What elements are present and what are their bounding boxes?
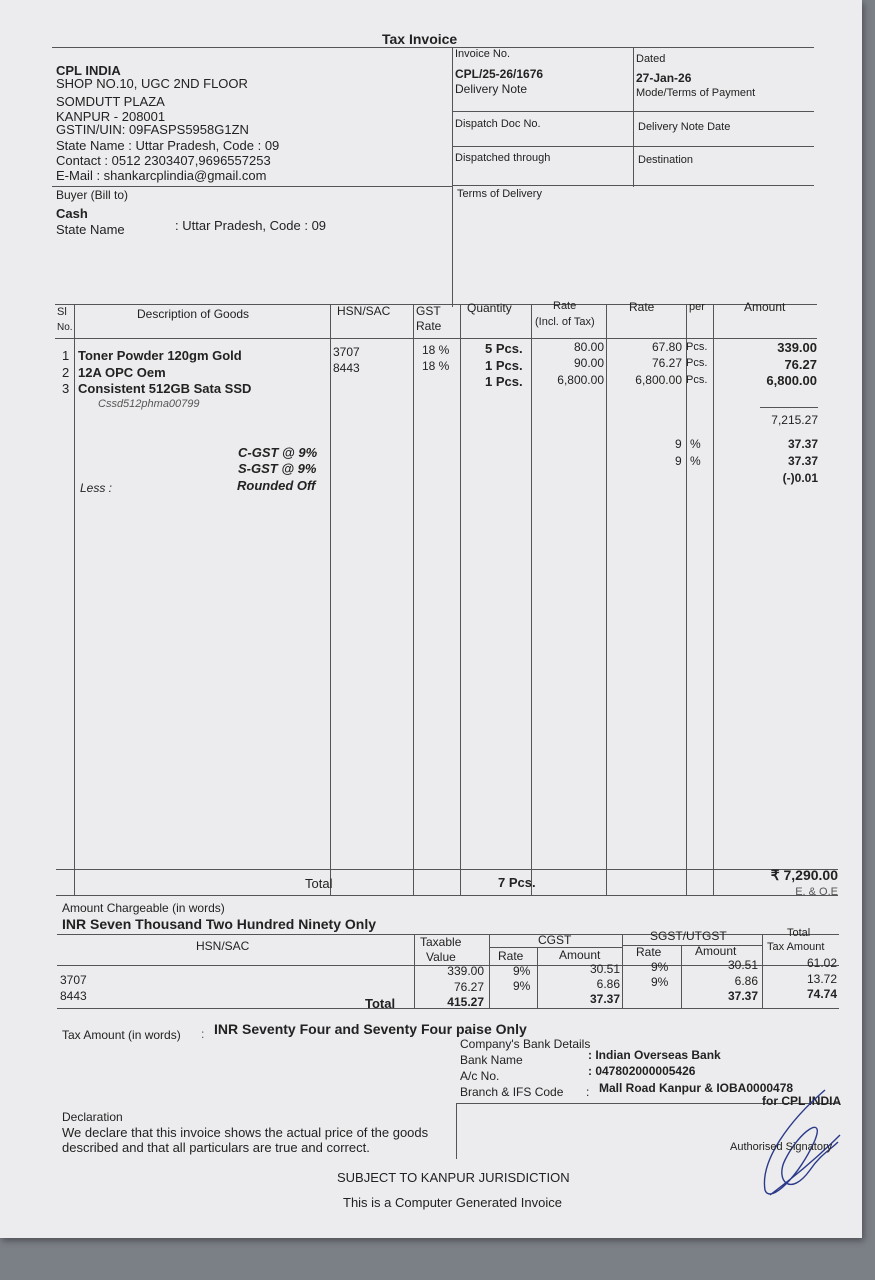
amount-words-label: Amount Chargeable (in words) [62, 901, 225, 915]
summary-taxable: 339.00 [447, 964, 484, 978]
computer-generated-note: This is a Computer Generated Invoice [343, 1195, 562, 1210]
summary-sgst-amount: 30.51 [727, 958, 758, 972]
summary-header-tax-amount: Tax Amount [767, 941, 825, 953]
summary-header-sgst-amount: Amount [695, 944, 737, 958]
summary-header-taxable: Taxable [420, 935, 462, 949]
signatory-for: for CPL INDIA [762, 1094, 842, 1108]
summary-total-taxable: 415.27 [447, 995, 484, 1009]
amount-words-value: INR Seven Thousand Two Hundred Ninety Only [62, 916, 376, 932]
item-qty: 1 Pcs. [485, 358, 523, 373]
summary-cgst-amount: 6.86 [596, 977, 620, 991]
item-gst: 18 % [422, 343, 450, 357]
bank-branch-separator: : [586, 1085, 590, 1099]
dated-label: Dated [636, 53, 666, 65]
buyer-state-value: : Uttar Pradesh, Code : 09 [175, 218, 327, 233]
item-per: Pcs. [686, 341, 708, 353]
summary-total-label: Total [365, 996, 396, 1011]
summary-header-sgst: SGST/UTGST [650, 929, 727, 943]
declaration-heading: Declaration [62, 1110, 123, 1124]
summary-sgst-amount: 6.86 [734, 974, 758, 988]
declaration-line: described and that all particulars are true and correct. [62, 1140, 370, 1155]
summary-header-sgst-rate: Rate [636, 945, 662, 959]
col-divider-gst [460, 305, 461, 895]
grand-total-amount: ₹ 7,290.00 [770, 867, 838, 883]
header-gst-rate: Rate [416, 319, 442, 333]
summary-sgst-rate: 9% [651, 975, 669, 989]
mode-terms-label: Mode/Terms of Payment [636, 87, 756, 99]
header-vertical-divider [452, 47, 453, 307]
summary-total-sgst: 37.37 [727, 989, 758, 1003]
summary-taxable: 76.27 [453, 980, 484, 994]
total-label: Total [305, 876, 333, 891]
meta-rule-2 [452, 146, 814, 147]
sgst-amount: 37.37 [787, 454, 818, 468]
item-description: 12A OPC Oem [78, 365, 166, 380]
col-divider-hsn [413, 305, 414, 895]
header-gst: GST [416, 304, 441, 318]
meta-rule-1 [452, 111, 814, 112]
signatory-label: Authorised Signatory [730, 1141, 833, 1153]
bank-branch-value: Mall Road Kanpur & IOBA0000478 [599, 1081, 794, 1095]
item-rate: 76.27 [651, 356, 682, 370]
destination-label: Destination [638, 154, 694, 166]
header-quantity: Quantity [467, 301, 512, 315]
item-gst: 18 % [422, 359, 450, 373]
less-label: Less : [80, 481, 113, 495]
header-no: No. [57, 322, 73, 333]
summary-header-hsn: HSN/SAC [196, 939, 250, 953]
terms-delivery-label: Terms of Delivery [457, 188, 542, 200]
summary-divider [489, 934, 490, 1008]
summary-divider [414, 934, 415, 1008]
col-divider-per [713, 305, 714, 895]
bank-name-value: : Indian Overseas Bank [588, 1048, 721, 1062]
header-sl: Sl [57, 306, 67, 318]
col-divider-qty [531, 305, 532, 895]
header-rate-incl: Rate [553, 300, 577, 312]
item-rate-incl: 90.00 [573, 356, 604, 370]
item-description: Consistent 512GB Sata SSD [78, 381, 252, 396]
col-divider-sl [74, 305, 75, 895]
header-hsn: HSN/SAC [337, 304, 391, 318]
sgst-percent-sign: % [690, 454, 701, 468]
summary-cgst-rate: 9% [513, 979, 531, 993]
cgst-label: C-GST @ 9% [238, 445, 318, 460]
tax-words-value: INR Seventy Four and Seventy Four paise Only [214, 1021, 527, 1037]
summary-divider [762, 934, 763, 1008]
total-quantity: 7 Pcs. [498, 875, 536, 890]
dispatched-through-label: Dispatched through [455, 152, 551, 164]
meta-rule-3 [452, 185, 814, 186]
invoice-no: CPL/25-26/1676 [455, 67, 544, 81]
summary-header-cgst-rate: Rate [498, 949, 524, 963]
seller-name: CPL INDIA [56, 63, 121, 78]
subtotal-amount: 7,215.27 [771, 413, 818, 427]
invoice-no-label: Invoice No. [455, 48, 511, 60]
buyer-name: Cash [56, 206, 88, 221]
summary-total-tax: 13.72 [806, 972, 837, 986]
item-qty: 1 Pcs. [485, 374, 523, 389]
seller-contact: Contact : 0512 2303407,9696557253 [56, 153, 271, 168]
jurisdiction-note: SUBJECT TO KANPUR JURISDICTION [337, 1170, 570, 1185]
meta-column-divider [633, 47, 634, 187]
summary-sgst-rate: 9% [651, 960, 669, 974]
tax-words-label: Tax Amount (in words) [62, 1028, 181, 1042]
col-divider-desc [330, 305, 331, 895]
header-amount: Amount [744, 300, 786, 314]
seller-email: E-Mail : shankarcplindia@gmail.com [56, 168, 267, 183]
item-qty: 5 Pcs. [485, 341, 523, 356]
header-rate: Rate [629, 300, 655, 314]
item-rate: 6,800.00 [635, 373, 682, 387]
summary-header-cgst-amount: Amount [559, 948, 601, 962]
summary-divider [537, 948, 538, 1008]
item-per: Pcs. [686, 374, 708, 386]
summary-hsn: 3707 [60, 973, 87, 987]
item-sl: 2 [62, 365, 70, 380]
total-row-bottom-rule [56, 895, 838, 896]
seller-gstin: GSTIN/UIN: 09FASPS5958G1ZN [56, 122, 249, 137]
summary-cgst-rate: 9% [513, 964, 531, 978]
summary-hsn: 8443 [60, 989, 87, 1003]
bank-name-label: Bank Name [460, 1053, 523, 1067]
item-rate-incl: 80.00 [573, 340, 604, 354]
bank-ac-value: : 047802000005426 [588, 1064, 696, 1078]
item-amount: 6,800.00 [766, 373, 817, 388]
summary-header-value: Value [426, 950, 456, 964]
buyer-heading: Buyer (Bill to) [56, 188, 129, 202]
sgst-percent: 9 [675, 454, 682, 468]
header-rate-incl-sub: (Incl. of Tax) [535, 316, 595, 328]
summary-header-cgst: CGST [538, 933, 572, 947]
item-per: Pcs. [686, 357, 708, 369]
summary-divider [681, 946, 682, 1008]
invoice-date: 27-Jan-26 [636, 71, 692, 85]
seller-address-line: KANPUR - 208001 [56, 109, 166, 124]
col-divider-rate-incl [606, 305, 607, 895]
seller-buyer-rule [52, 186, 452, 187]
item-sl: 3 [62, 381, 70, 396]
summary-total-tax-amount: 74.74 [806, 987, 837, 1001]
header-description: Description of Goods [137, 307, 250, 321]
header-top-rule [52, 47, 814, 48]
item-rate-incl: 6,800.00 [557, 373, 604, 387]
item-sl: 1 [62, 348, 70, 363]
dispatch-doc-label: Dispatch Doc No. [455, 118, 541, 130]
item-hsn: 8443 [333, 361, 360, 375]
item-serial-number: Cssd512phma00799 [98, 398, 200, 410]
cgst-percent-sign: % [690, 437, 701, 451]
subtotal-rule [760, 407, 818, 408]
cgst-percent: 9 [675, 437, 682, 451]
summary-total-cgst: 37.37 [589, 992, 620, 1006]
invoice-title: Tax Invoice [382, 31, 458, 47]
declaration-line: We declare that this invoice shows the actual price of the goods [62, 1125, 429, 1140]
declaration-divider [456, 1103, 457, 1159]
tax-words-separator: : [201, 1027, 205, 1041]
summary-total-tax: 61.02 [806, 956, 837, 970]
rounded-off-amount: (-)0.01 [782, 471, 818, 485]
summary-header-total: Total [787, 927, 811, 939]
bank-heading: Company's Bank Details [460, 1037, 591, 1051]
bank-branch-label: Branch & IFS Code [460, 1085, 564, 1099]
seller-state: State Name : Uttar Pradesh, Code : 09 [56, 138, 280, 153]
item-hsn: 3707 [333, 345, 360, 359]
bank-ac-label: A/c No. [460, 1069, 500, 1083]
rounded-off-label: Rounded Off [237, 478, 316, 493]
eoe-note: E. & O.E [795, 886, 838, 898]
cgst-amount: 37.37 [787, 437, 818, 451]
delivery-note-date-label: Delivery Note Date [638, 121, 731, 133]
items-header-rule [55, 338, 817, 339]
seller-address-line: SHOP NO.10, UGC 2ND FLOOR [56, 76, 248, 91]
item-amount: 339.00 [777, 340, 817, 355]
sgst-label: S-GST @ 9% [238, 461, 317, 476]
col-divider-rate [686, 305, 687, 895]
delivery-note-label: Delivery Note [455, 82, 528, 96]
seller-address-line: SOMDUTT PLAZA [56, 94, 165, 109]
header-per: per [689, 301, 705, 313]
item-rate: 67.80 [651, 340, 682, 354]
item-description: Toner Powder 120gm Gold [78, 348, 242, 363]
summary-cgst-amount: 30.51 [589, 962, 620, 976]
item-amount: 76.27 [784, 357, 817, 372]
buyer-state-label: State Name [56, 222, 125, 237]
